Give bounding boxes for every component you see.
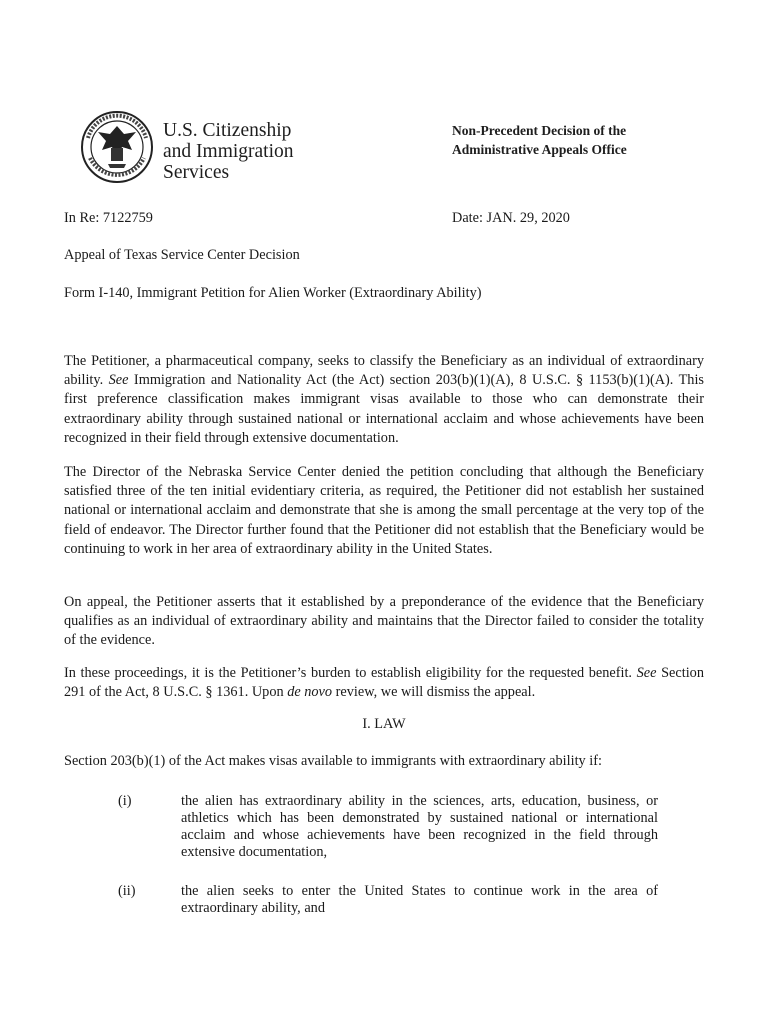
decision-date: Date: JAN. 29, 2020	[452, 210, 570, 226]
decision-type	[452, 121, 627, 159]
list-item-text: the alien has extraordinary ability in the sciences, arts, education, business, or athletics which has been demonstrated by sustained national or international acclaim and whose achievements have been recognized in the field through extensive documentation,	[181, 793, 658, 860]
citation-signal: See	[108, 372, 129, 389]
list-item-text: the alien seeks to enter the United States to continue work in the area of extraordinary ability, and	[181, 883, 658, 916]
agency-line: U.S. Citizenship	[163, 120, 292, 141]
citation-signal: See	[636, 665, 657, 681]
law-intro: Section 203(b)(1) of the Act makes visas available to immigrants with extraordinary ability if:	[64, 753, 602, 769]
dhs-seal-icon	[80, 110, 154, 184]
agency-name	[163, 120, 294, 183]
appeal-line: Appeal of Texas Service Center Decision	[64, 247, 300, 263]
latin-term: de novo	[287, 684, 333, 701]
agency-line: Services	[163, 162, 230, 183]
text-run: review, we will dismiss the appeal.	[332, 684, 536, 701]
list-item-number: (i)	[118, 793, 132, 809]
text-run: Immigration and Nationality Act (the Act) section 203(b)(1)(A), 8 U.S.C. § 1153(b)(1)(A). This first preference classification makes immigrant visas available to those who can demonstrate their extraordinary ability through sustained national or international acclaim and whose achievements have been recognized in their field through extensive documentation.	[64, 372, 704, 446]
decision-line: Non-Precedent Decision of the	[452, 123, 627, 138]
decision-line: Administrative Appeals Office	[452, 142, 627, 157]
agency-line: and Immigration	[163, 141, 294, 162]
paragraph-appeal: On appeal, the Petitioner asserts that it established by a preponderance of the evidence that the Beneficiary qualifies as an individual of extraordinary ability and maintains that the Director failed to consider the totality of the evidence.	[64, 594, 704, 649]
text-run: Section 291 of the Act, 8 U.S.C. § 1361. Upon	[64, 665, 704, 701]
list-item-number: (ii)	[118, 883, 136, 899]
paragraph-director-decision: The Director of the Nebraska Service Center denied the petition concluding that although the Beneficiary satisfied three of the ten initial evidentiary criteria, as required, the Petitioner did not establish her sustained national or international acclaim and demonstrate that she is among the small percentage at the very top of the field of endeavor. The Director further found that the Petitioner did not establish that the Beneficiary would be continuing to work in her area of extraordinary ability in the United States.	[64, 464, 704, 557]
section-heading: I. LAW	[362, 716, 406, 732]
paragraph-burden	[64, 664, 704, 702]
text-run: In these proceedings, it is the Petitioner’s burden to establish eligibility for the requested benefit.	[64, 665, 637, 681]
case-number: In Re: 7122759	[64, 210, 153, 226]
paragraph-intro	[64, 352, 704, 448]
form-line: Form I-140, Immigrant Petition for Alien Worker (Extraordinary Ability)	[64, 285, 482, 301]
text-run: The Petitioner, a pharmaceutical company, seeks to classify the Beneficiary as an individual of extraordinary ability.	[64, 353, 704, 389]
